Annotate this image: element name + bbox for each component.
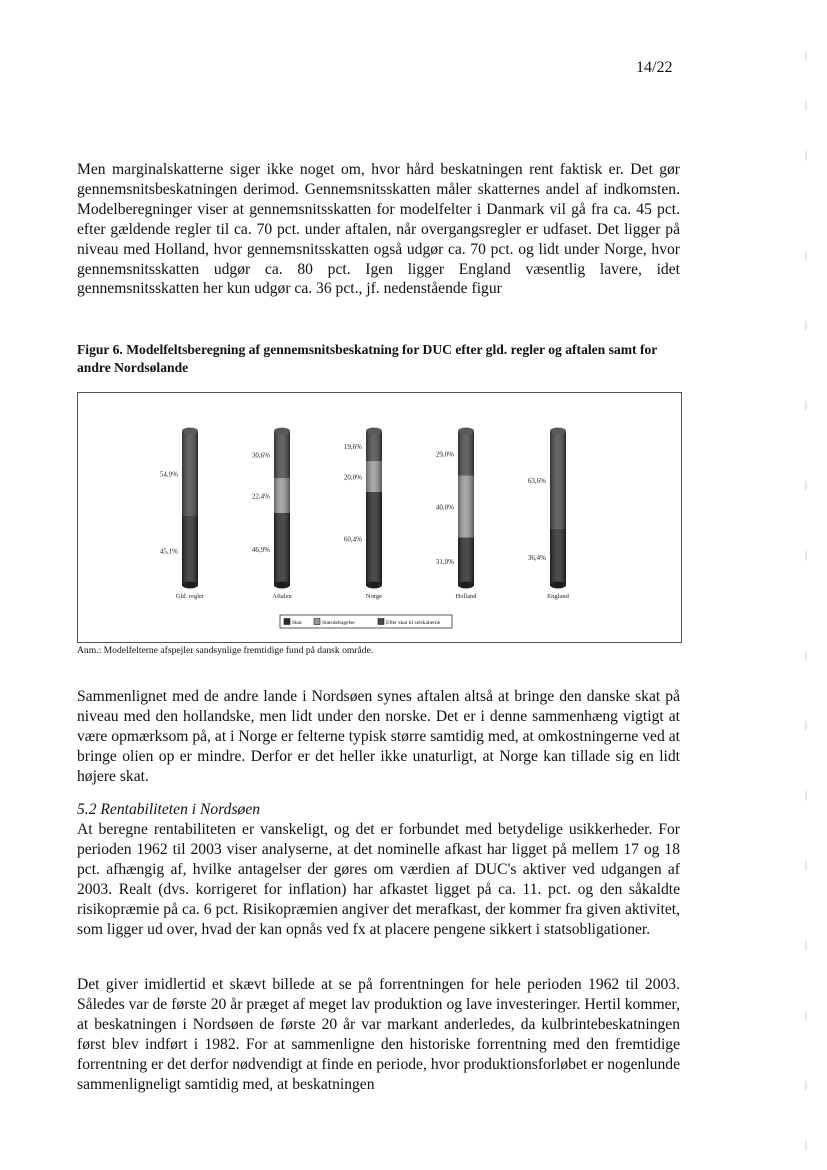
- scan-mark: |: [805, 1080, 808, 1091]
- bar-cap-bottom: [182, 582, 198, 589]
- section-heading: 5.2 Rentabiliteten i Nordsøen: [77, 801, 261, 818]
- data-label: 22,4%: [251, 492, 270, 501]
- legend-swatch: [314, 619, 320, 625]
- page-number: 14/22: [636, 59, 673, 76]
- bar-cap-top: [366, 428, 382, 435]
- bar-cap-bottom: [550, 582, 566, 589]
- data-label: 45,1%: [159, 547, 178, 556]
- bar-shading: [182, 431, 198, 516]
- bar-cap-top: [458, 428, 474, 435]
- bar-cap-top: [274, 428, 290, 435]
- legend-label: Efter skat til selskaberne: [386, 620, 441, 626]
- legend-swatch: [284, 619, 290, 625]
- bar-shading: [550, 529, 566, 585]
- scan-mark: |: [805, 400, 808, 411]
- scan-mark: |: [805, 50, 808, 61]
- bar-shading: [458, 537, 474, 585]
- data-label: 31,0%: [435, 558, 454, 567]
- data-label: 36,4%: [527, 553, 546, 562]
- bar-shading: [458, 431, 474, 476]
- x-tick-label: Norge: [365, 593, 383, 600]
- scan-mark: |: [805, 550, 808, 561]
- x-tick-label: Aftalen: [272, 593, 292, 600]
- scan-mark: |: [805, 320, 808, 331]
- scan-mark: |: [805, 720, 808, 731]
- scan-mark: |: [805, 1140, 808, 1151]
- bar-shading: [274, 431, 290, 478]
- scan-mark: |: [805, 150, 808, 161]
- x-tick-label: England: [547, 593, 569, 600]
- data-label: 60,4%: [343, 535, 362, 544]
- bar-shading: [458, 476, 474, 538]
- stacked-bar-chart: [78, 393, 681, 642]
- bar-shading: [366, 431, 382, 461]
- bar-shading: [274, 478, 290, 512]
- paragraph-period: Det giver imidlertid et skævt billede at se på forrentningen for hele perioden 1962 til 2003. Således var de første 20 år præget af meget lav produktion og lave investeringer. Hertil kommer, at beskatningen i Nordsøen de første 20 år var markant anderledes, da kulbrintebeskatningen først blev indført i 1982. For at sammenligne den historiske forrentning med den fremtidige forrentning er det derfor nødvendigt at finde en periode, hvor produktionsforløbet er nogenlunde sammenligneligt samtidig med, at beskatningen: [77, 976, 680, 1093]
- legend-swatch: [378, 619, 384, 625]
- figure-caption: Figur 6. Modelfeltsberegning af gennemsnitsbeskatning for DUC efter gld. regler og aftalen samt for andre Nordsølande: [77, 342, 658, 375]
- scan-mark: |: [805, 100, 808, 111]
- chart-legend: [280, 615, 452, 628]
- scan-mark: |: [805, 860, 808, 871]
- x-tick-label: Gld. regler: [175, 593, 205, 600]
- scan-mark: |: [805, 790, 808, 801]
- bar-cap-top: [550, 428, 566, 435]
- figure-chart: [77, 392, 682, 643]
- scan-mark: |: [805, 480, 808, 491]
- data-label: 63,6%: [527, 476, 546, 485]
- bar-cap-bottom: [458, 582, 474, 589]
- bar-shading: [550, 431, 566, 529]
- figure-note: Anm.: Modelfelterne afspejler sandsynlige fremtidige fund på dansk område.: [77, 645, 374, 656]
- scan-mark: |: [805, 650, 808, 661]
- scan-mark: |: [805, 250, 808, 261]
- paragraph-rentability: At beregne rentabiliteten er vanskeligt, og det er forbundet med betydelige usikkerheder. For perioden 1962 til 2003 viser analyserne, at det nominelle afkast har ligget på mellem 17 og 18 pct. afhængig af, hvilke antagelser der gøres om værdien af DUC's aktiver ved udgangen af 2003. Realt (dvs. korrigeret for inflation) har afkastet ligget på ca. 11. pct. og den såkaldte risikopræmie på ca. 6 pct. Risikopræmien angiver det merafkast, der kommer fra given aktivitet, som ligger ud over, hvad der kan opnås ved fx at placere pengene sikkert i statsobligationer.: [77, 821, 680, 938]
- bar-shading: [366, 492, 382, 585]
- paragraph-intro: Men marginalskatterne siger ikke noget om, hvor hård beskatningen rent faktisk er. Det gør gennemsnitsbeskatningen derimod. Gennemsnitsskatten måler skatternes andel af indkomsten. Modelberegninger viser at gennemsnitsskatten for modelfelter i Danmark vil gå fra ca. 45 pct. efter gældende regler til ca. 70 pct. under aftalen, når overgangsregler er udfaset. Det ligger på niveau med Holland, hvor gennemsnitsskatten også udgør ca. 70 pct. og lidt under Norge, hvor gennemsnitsskatten udgør ca. 80 pct. Igen ligger England væsentlig lavere, idet gennemsnitsskatten her kun udgør ca. 36 pct., jf. nedenstående figur: [77, 161, 680, 298]
- bar-cap-top: [182, 428, 198, 435]
- data-label: 20,0%: [343, 473, 362, 482]
- legend-label: Skat: [292, 620, 302, 626]
- data-label: 46,9%: [251, 545, 270, 554]
- bar-cap-bottom: [274, 582, 290, 589]
- data-label: 54,9%: [159, 470, 178, 479]
- paragraph-comparison: Sammenlignet med de andre lande i Nordsøen synes aftalen altså at bringe den danske skat på niveau med den hollandske, men lidt under den norske. Det er i denne sammenhæng vigtigt at være opmærksom på, at i Norge er felterne typisk større samtidig med, at omkostningerne ved at bringe olien op er mindre. Derfor er det heller ikke unaturligt, at Norge kan tillade sig en lidt højere skat.: [77, 688, 680, 785]
- data-label: 30,6%: [251, 451, 270, 460]
- bar-shading: [182, 516, 198, 585]
- data-label: 19,6%: [343, 443, 362, 452]
- bar-shading: [274, 513, 290, 585]
- data-label: 29,0%: [435, 450, 454, 459]
- legend-label: Statsdeltagelse: [322, 620, 355, 626]
- x-tick-label: Holland: [455, 593, 477, 600]
- data-label: 40,0%: [435, 503, 454, 512]
- scan-mark: |: [805, 940, 808, 951]
- bar-shading: [366, 461, 382, 492]
- scan-mark: |: [805, 1010, 808, 1021]
- scan-margin-marks: [787, 0, 827, 1170]
- bar-cap-bottom: [366, 582, 382, 589]
